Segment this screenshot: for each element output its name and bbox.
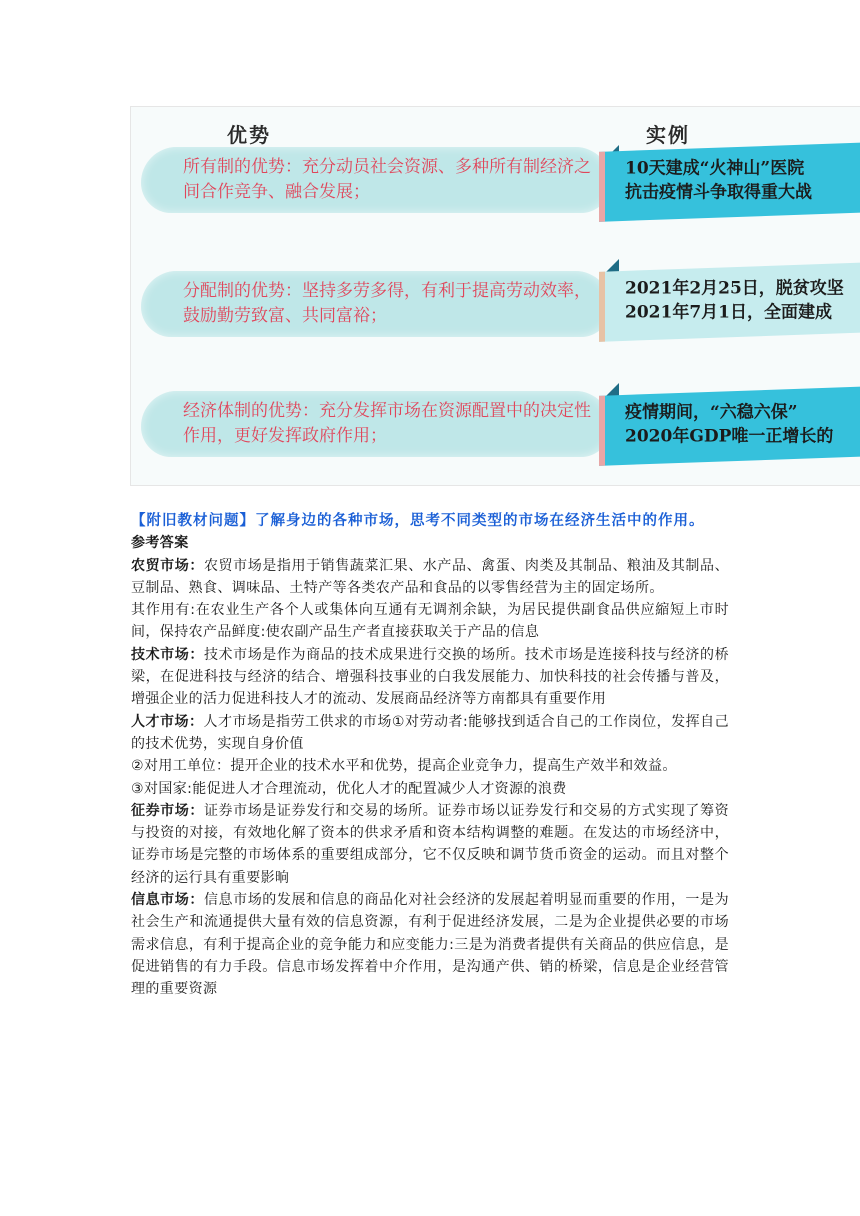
advantages-header: 优势 [227, 123, 271, 147]
advantage-text: 分配制的优势：坚持多劳多得，有利于提高劳动效率，鼓励勤劳致富、共同富裕； [183, 281, 591, 326]
paragraph-text: ③对国家:能促进人才合理流动，优化人才的配置减少人才资源的浪费 [131, 780, 567, 797]
paragraph-head: 征券市场： [131, 802, 204, 819]
paragraph-tech-market [131, 644, 729, 711]
example-line: 2020年GDP唯一正增长的 [625, 426, 834, 447]
paragraph-text: 信息市场的发展和信息的商品化对社会经济的发展起着明显而重要的作用，一是为社会生产和流通提供大量有效的信息资源，有利于促进经济发展，二是为企业提供必要的市场需求信息，有利于提高企业的竞争能力和应变能力:三是为消费者提供有关商品的供应信息，是促进销售的有力手段。信息市场发挥着中介作用，是沟通产供、销的桥梁，信息是企业经营管理的重要资源 [131, 892, 729, 998]
paragraph-head: 农贸市场： [131, 557, 204, 574]
example-line: 疫情期间，“六稳六保” [625, 402, 798, 423]
example-text [625, 400, 860, 448]
document-body [131, 510, 729, 1001]
example-text [625, 156, 860, 204]
example-line: 10天建成“火神山”医院 [625, 158, 805, 179]
paragraph-head: 技术市场： [131, 646, 204, 663]
advantage-box-distribution [141, 271, 611, 337]
paragraph-talent-nation [131, 778, 729, 800]
advantage-text: 经济体制的优势：充分发挥市场在资源配置中的决定性作用，更好发挥政府作用； [183, 401, 591, 446]
example-text [625, 276, 860, 324]
paragraph-securities-market [131, 800, 729, 889]
paragraph-text: 农贸市场是指用于销售蔬菜汇果、水产品、禽蛋、肉类及其制品、粮油及其制品、豆制品、熟食、调味品、土特产等各类农产品和食品的以零售经营为主的固定场所。 [131, 557, 729, 596]
example-line: 2021年2月25日，脱贫攻坚 [625, 278, 844, 299]
paragraph-head: 信息市场： [131, 892, 204, 909]
examples-header: 实例 [646, 123, 690, 147]
paragraph-text: ②对用工单位：提开企业的技术水平和优势，提高企业竞争力，提高生产效半和效益。 [131, 758, 677, 775]
paragraph-head: 人才市场： [131, 713, 204, 730]
paragraph-text: 人才市场是指劳工供求的市场①对劳动者:能够找到适合自己的工作岗位，发挥自己的技术优势，实现自身价值 [131, 713, 729, 752]
example-line: 抗击疫情斗争取得重大战 [625, 182, 812, 203]
paragraph-farm-market [131, 555, 729, 600]
example-line: 2021年7月1日，全面建成 [625, 302, 832, 323]
paragraph-information-market [131, 889, 729, 1000]
paragraph-text: 技术市场是作为商品的技术成果进行交换的场所。技术市场是连接科技与经济的桥梁，在促进科技与经济的结合、增强科技事业的白我发展能力、加快科技的社会传播与普及，增强企业的活力促进科技人才的流动、发展商品经济等方南都具有重要作用 [131, 646, 729, 708]
example-box-distribution [599, 262, 860, 342]
example-box-economic-system [599, 386, 860, 466]
advantage-box-ownership [141, 147, 611, 213]
advantage-text: 所有制的优势：充分动员社会资源、多种所有制经济之间合作竞争、融合发展； [183, 157, 591, 202]
paragraph-text: 其作用有:在农业生产各个人或集体向互通有无调剂余缺，为居民提供副食品供应縮短上市时间，保持农产品鲜度:使农副产品生产者直接获取关于产品的信息 [131, 602, 729, 641]
paragraph-talent-employer [131, 755, 729, 777]
question-heading: 【附旧教材问题】了解身边的各种市场，思考不同类型的市场在经济生活中的作用。 [131, 513, 705, 529]
advantages-figure [130, 106, 860, 486]
paragraph-farm-market-role [131, 599, 729, 644]
paragraph-text: 证券市场是证券发行和交易的场所。证券市场以证券发行和交易的方式实现了筹资与投资的对接，有效地化解了资本的供求矛盾和资本结构调整的难题。在发达的市场经济中，证券市场是完整的市场体系的重要组成部分，它不仅反映和调节货币资金的运动。而且对整个经济的运行具有重要影晌 [131, 802, 729, 886]
advantage-box-economic-system [141, 391, 611, 457]
answer-label: 参考答案 [131, 535, 189, 552]
example-box-ownership [599, 142, 860, 222]
paragraph-talent-market [131, 711, 729, 756]
